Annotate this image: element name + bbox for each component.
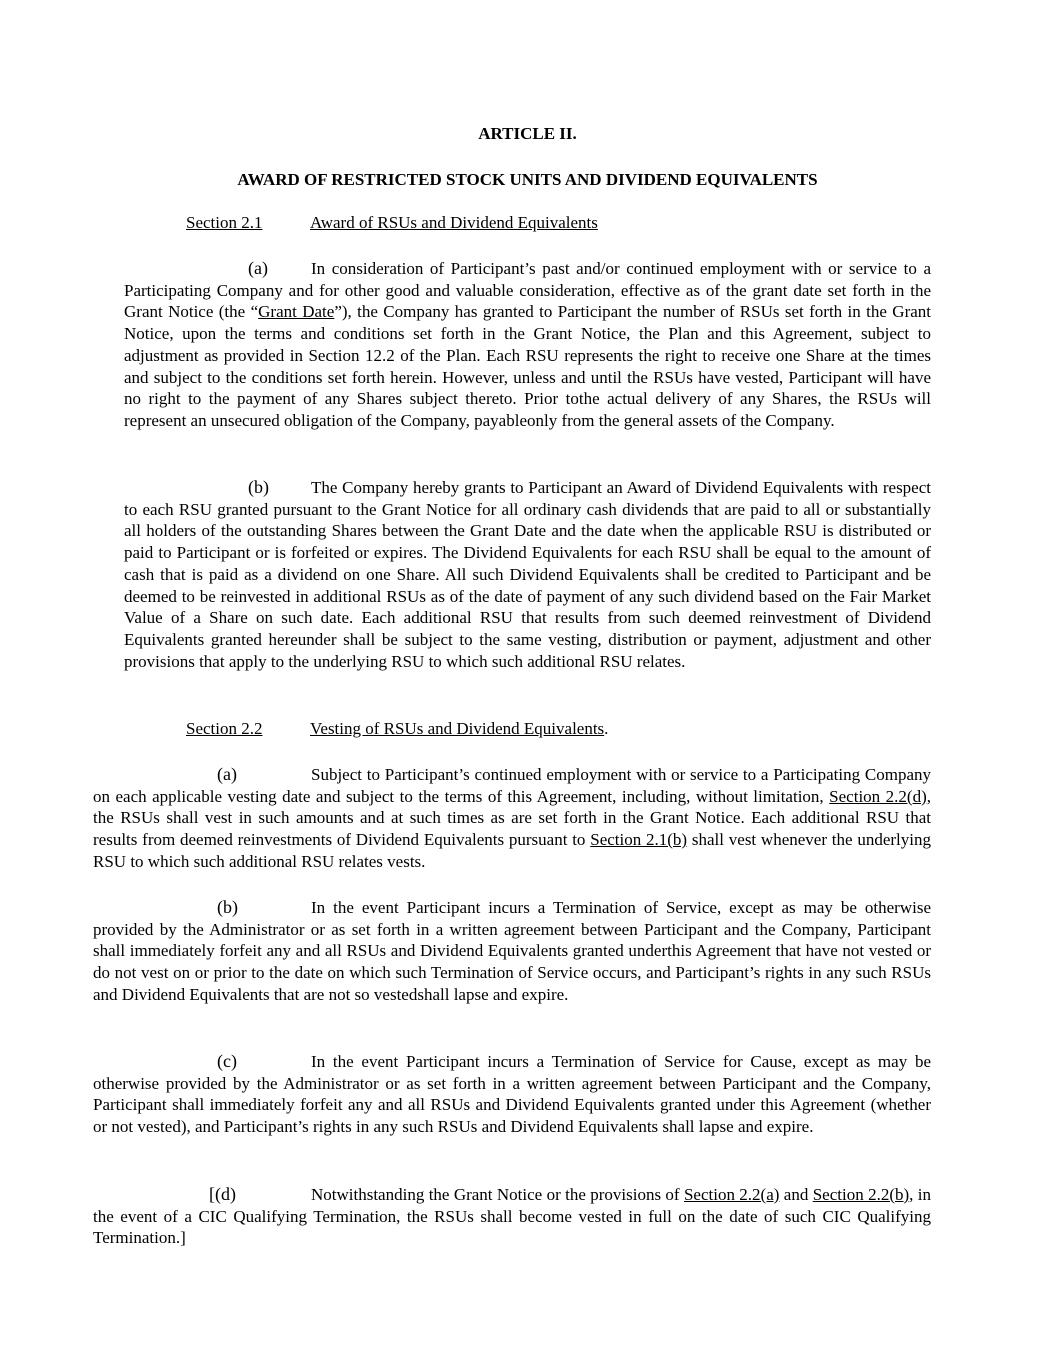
section-2-2-heading [186, 718, 608, 740]
paragraph-text: ”), the Company has granted to Participant the number of RSUs set forth in the Grant Notice, upon the terms and conditions set forth in the Grant Notice, the Plan and this Agreement, subject to adjustment as provided in Section 12.2 of the Plan. Each RSU represents the right to receive one Share at the times and subject to the conditions set forth herein. However, unless and until the RSUs have vested, Participant will have no right to the payment of any Shares subject thereto. Prior tothe actual delivery of any Shares, the RSUs will represent an unsecured obligation of the Company, payableonly from the general assets of the Company. [124, 302, 931, 430]
article-title: AWARD OF RESTRICTED STOCK UNITS AND DIVIDEND EQUIVALENTS [237, 170, 818, 189]
paragraph-label: (a) [217, 764, 237, 784]
section-number: Section 2.1 [186, 213, 263, 232]
section-2-2-a-paragraph [93, 764, 931, 873]
paragraph-label: (a) [248, 258, 268, 278]
section-2-1-heading [186, 212, 598, 234]
section-title: Vesting of RSUs and Dividend Equivalents [310, 719, 605, 738]
cross-reference: Section 2.2(d) [829, 786, 927, 806]
cross-reference: Section 2.2(b) [812, 1185, 910, 1204]
paragraph-text: , the RSUs shall vest in such amounts and at such times as are set forth in the Grant Notice. Each additional RSU that results from deemed reinvestments of Dividend Equivalents pursuant to [93, 786, 931, 850]
cross-reference: Section 2.1(b) [590, 830, 688, 850]
cross-reference: Section 2.2(a) [683, 1185, 780, 1204]
paragraph-label: [(d) [209, 1184, 236, 1204]
section-2-2-d-paragraph [93, 1184, 931, 1249]
section-2-1-a-paragraph [124, 258, 931, 432]
section-2-2-c-paragraph [93, 1051, 931, 1138]
defined-term: Grant Date [258, 302, 335, 322]
paragraph-text: and [779, 1185, 813, 1204]
paragraph-text: In the event Participant incurs a Termination of Service for Cause, except as may be otherwise provided by the Administrator or as set forth in a written agreement between Participant and the Company, Participant shall immediately forfeit any and all RSUs and Dividend Equivalents granted under this Agreement (whether or not vested), and Participant’s rights in any such RSUs and Dividend Equivalents shall lapse and expire. [93, 1052, 931, 1137]
paragraph-label: (b) [248, 477, 269, 497]
paragraph-text: In consideration of Participant’s past and/or continued employment with or service to a Participating Company and for other good and valuable consideration, effective as of the grant date set forth in the Grant Notice (the “ [124, 259, 931, 322]
paragraph-text: , in the event of a CIC Qualifying Termination, the RSUs shall become vested in full on the date of such CIC Qualifying Termination.] [93, 1185, 931, 1248]
paragraph-text: Notwithstanding the Grant Notice or the provisions of [311, 1185, 684, 1204]
article-number: ARTICLE II. [478, 124, 577, 143]
paragraph-text: shall vest whenever the underlying RSU to which such additional RSU relates vests. [93, 830, 931, 871]
paragraph-text: The Company hereby grants to Participant an Award of Dividend Equivalents with respect to each RSU granted pursuant to the Grant Notice for all ordinary cash dividends that are paid to all or substantially all holders of the outstanding Shares between the Grant Date and the date when the applicable RSU is distributed or paid to Participant or is forfeited or expires. The Dividend Equivalents for each RSU shall be equal to the amount of cash that is paid as a dividend on one Share. All such Dividend Equivalents shall be credited to Participant and be deemed to be reinvested in additional RSUs as of the date of payment of any such dividend based on the Fair Market Value of a Share on such date. Each additional RSU that results from such deemed reinvestment of Dividend Equivalents granted hereunder shall be subject to the same vesting, distribution or payment, adjustment and other provisions that apply to the underlying RSU to which such additional RSU relates. [124, 478, 931, 671]
paragraph-label: (c) [217, 1051, 237, 1071]
section-2-2-b-paragraph [93, 897, 931, 1006]
section-number: Section 2.2 [186, 719, 263, 738]
section-2-1-b-paragraph [124, 477, 931, 672]
paragraph-text: Subject to Participant’s continued employment with or service to a Participating Company on each applicable vesting date and subject to the terms of this Agreement, including, without limitation, [93, 765, 931, 806]
section-title-period: . [604, 719, 609, 738]
paragraph-label: (b) [217, 897, 238, 917]
section-title: Award of RSUs and Dividend Equivalents [310, 213, 598, 232]
paragraph-text: In the event Participant incurs a Termination of Service, except as may be otherwise provided by the Administrator or as set forth in a written agreement between Participant and the Company, Participant shall immediately forfeit any and all RSUs and Dividend Equivalents granted underthis Agreement that have not vested or do not vest on or prior to the date on which such Termination of Service occurs, and Participant’s rights in any such RSUs and Dividend Equivalents that are not so vestedshall lapse and expire. [93, 898, 931, 1004]
